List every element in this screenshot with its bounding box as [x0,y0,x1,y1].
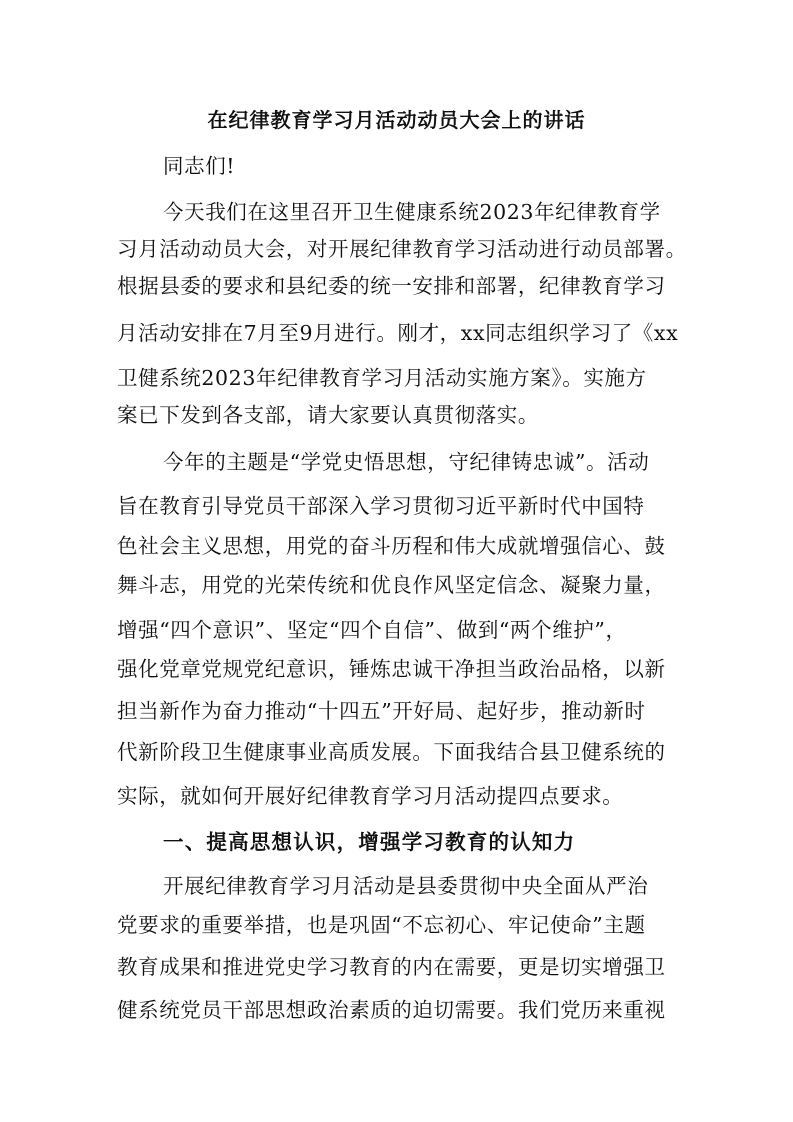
paragraph-line: 担当新作为奋力推动“十四五”开好局、起好步，推动新时 [117,699,646,723]
paragraph-line: 舞斗志，用党的光荣传统和优良作风坚定信念、凝聚力量， [117,573,666,597]
paragraph-line: 健系统党员干部思想政治素质的迫切需要。我们党历来重视 [117,998,666,1022]
paragraph-line: 旨在教育引导党员干部深入学习贯彻习近平新时代中国特 [117,494,645,518]
page-title: 在纪律教育学习月活动动员大会上的讲话 [207,108,586,132]
paragraph-line: 案已下发到各支部，请大家要认真贯彻落实。 [117,403,539,427]
paragraph-line: 习月活动动员大会，对开展纪律教育学习活动进行动员部署。 [117,237,687,261]
paragraph-line: 月活动安排在7月至9月进行。刚才，xx同志组织学习了《xx [117,321,679,345]
paragraph-line: 色社会主义思想，用党的奋斗历程和伟大成就增强信心、鼓 [117,534,666,558]
paragraph-line: 党要求的重要举措，也是巩固“不忘初心、牢记使命”主题 [117,913,646,937]
section-heading: 一、提高思想认识，增强学习教育的认知力 [163,830,576,854]
paragraph-line: 教育成果和推进党史学习教育的内在需要，更是切实增强卫 [117,955,666,979]
paragraph-line: 代新阶段卫生健康事业高质发展。下面我结合县卫健系统的 [117,740,666,764]
greeting: 同志们! [163,154,236,178]
paragraph-line: 增强“四个意识”、坚定“四个自信”、做到“两个维护”， [117,618,627,642]
paragraph-line: 根据县委的要求和县纪委的统一安排和部署，纪律教育学习 [117,274,666,298]
paragraph-line: 今天我们在这里召开卫生健康系统2023年纪律教育学 [163,200,661,224]
paragraph-line: 强化党章党规党纪意识，锤炼忠诚干净担当政治品格，以新 [117,657,666,681]
paragraph-line: 实际，就如何开展好纪律教育学习月活动提四点要求。 [117,784,624,808]
paragraph-line: 开展纪律教育学习月活动是县委贯彻中央全面从严治 [163,874,649,898]
paragraph-line: 今年的主题是“学党史悟思想，守纪律铸忠诚”。活动 [163,450,650,474]
paragraph-line: 卫健系统2023年纪律教育学习月活动实施方案》。实施方 [117,366,647,390]
